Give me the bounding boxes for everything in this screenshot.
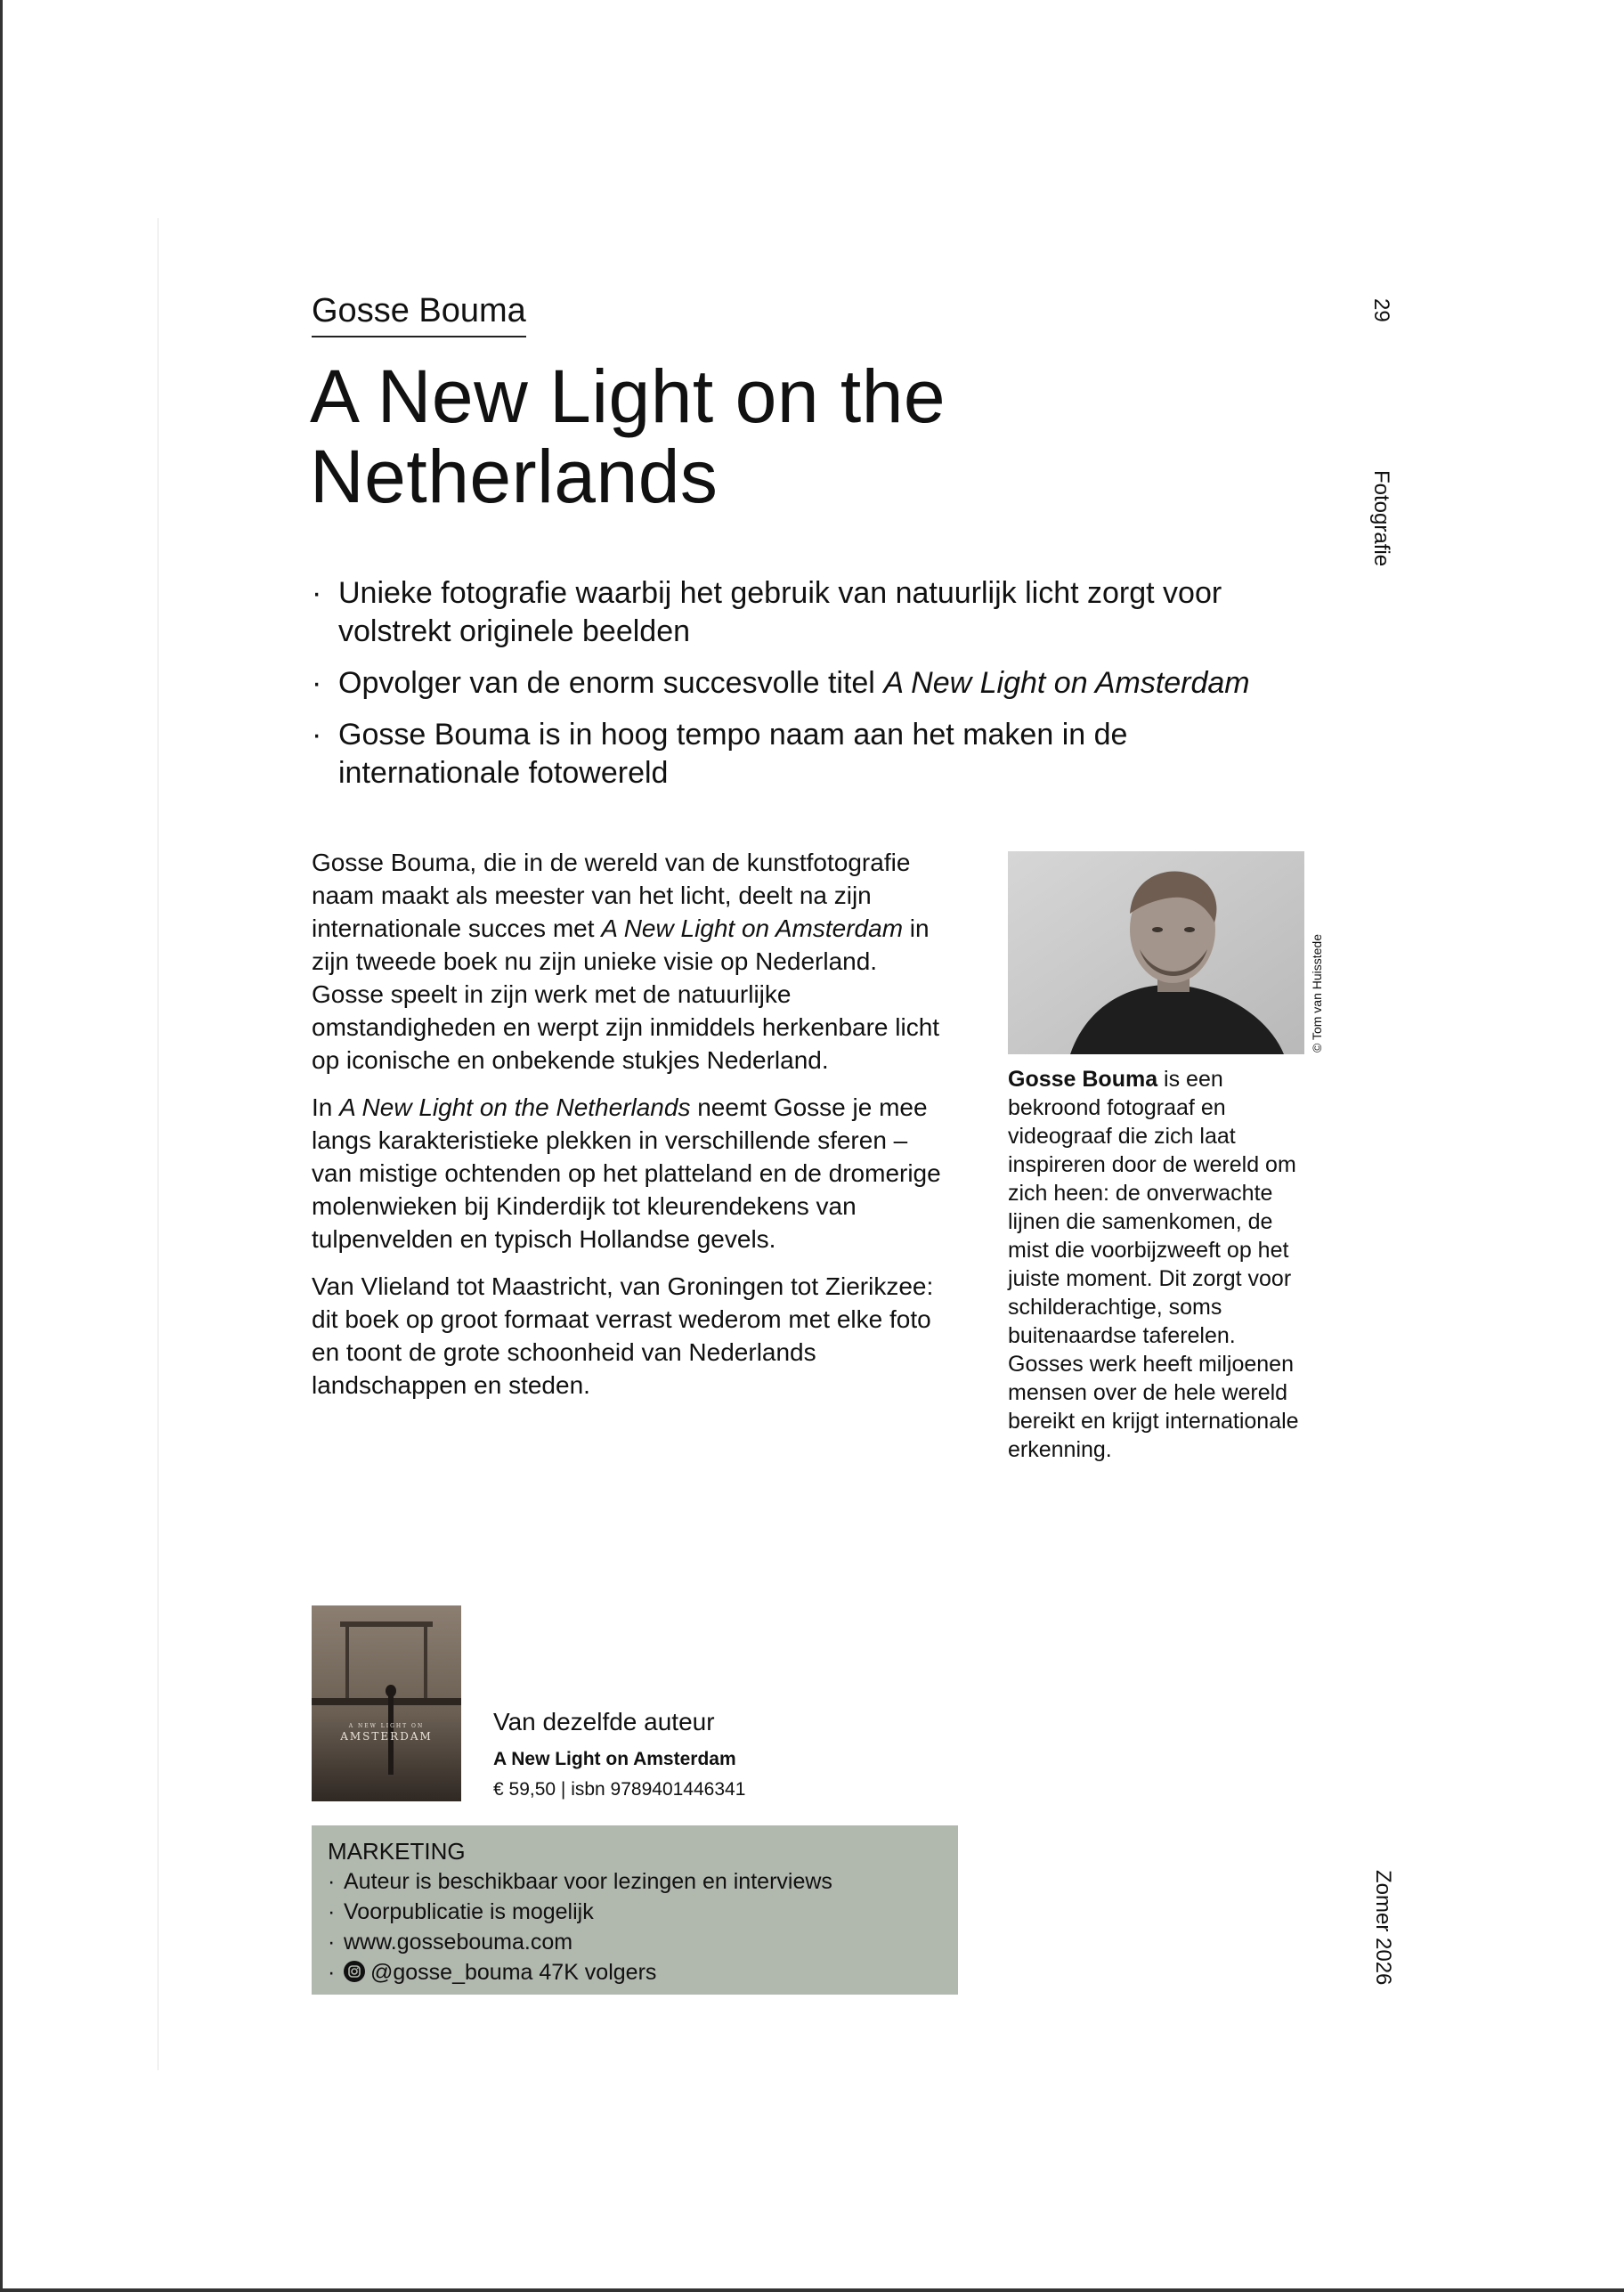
author-name: Gosse Bouma xyxy=(312,289,526,337)
description-paragraph xyxy=(312,1091,953,1256)
marketing-item xyxy=(328,1957,942,1987)
page-number: 29 xyxy=(1369,298,1393,322)
same-author-book-title: A New Light on Amsterdam xyxy=(493,1749,736,1769)
same-author-heading: Van dezelfde auteur xyxy=(493,1708,715,1735)
bio-text: is een bekroond fotograaf en videograaf die zich laat inspireren door de wereld om zich heen: de onverwachte lijnen die samenkomen, de mist die voorbijzweeft op het juiste moment. Dit zorgt voor schilderachtige, soms buitenaardse taferelen. Gosses werk heeft miljoenen mensen over de hele wereld bereikt en krijgt internationale erkenning. xyxy=(1008,1067,1299,1462)
description xyxy=(312,846,953,1416)
description-paragraph: Van Vlieland tot Maastricht, van Groningen tot Zierikzee: dit boek op groot formaat verrast wederom met elke foto en toont de grote schoonheid van Nederlands landschappen en steden. xyxy=(312,1272,934,1399)
marketing-item: · Auteur is beschikbaar voor lezingen en interviews xyxy=(328,1866,942,1897)
marketing-heading: MARKETING xyxy=(328,1838,466,1865)
book-cover xyxy=(312,1605,461,1801)
paragraph-text: Gosse Bouma, die in de wereld van de kunstfotografie naam maakt als meester van het licht, deelt na zijn internationale succes met xyxy=(312,849,911,942)
photo-credit: © Tom van Huisstede xyxy=(1310,933,1324,1053)
cover-title xyxy=(312,1723,461,1743)
book-title-ref: A New Light on the Netherlands xyxy=(339,1093,691,1121)
paragraph-text: in zijn tweede boek nu zijn unieke visie op Nederland. Gosse speelt in zijn werk met de natuurlijke omstandigheden en werpt zijn inmiddels herkenbare licht op iconische en onbekende stukjes Nederland. xyxy=(312,914,940,1074)
book-title: A New Light on the Netherlands xyxy=(310,354,946,518)
paragraph-text: In xyxy=(312,1093,340,1121)
category-label: Fotografie xyxy=(1369,470,1393,567)
description-paragraph xyxy=(312,846,953,1077)
book-cover-image xyxy=(312,1605,461,1801)
selling-point xyxy=(312,664,1309,703)
bio-author-name: Gosse Bouma xyxy=(1008,1067,1158,1092)
marketing-item: · Voorpublicatie is mogelijk xyxy=(328,1897,942,1927)
selling-point xyxy=(312,574,1309,651)
page-frame-left xyxy=(0,0,3,2292)
season-label: Zomer 2026 xyxy=(1371,1870,1395,1986)
instagram-icon xyxy=(344,1961,365,1982)
cover-subtitle: A NEW LIGHT ON xyxy=(348,1723,425,1729)
marketing-list xyxy=(328,1866,942,1987)
paragraph-text: neemt Gosse je mee langs karakteristieke plekken in verschillende sferen – van mistige ochtenden op het platteland en de dromerige molenwieken bij Kinderdijk tot kleurendekens van tulpenvelden en typisch Hollandse gevels. xyxy=(312,1093,941,1253)
selling-point-text: Gosse Bouma is in hoog tempo naam aan het maken in de internationale fotowereld xyxy=(338,718,1128,790)
instagram-handle: @gosse_bouma 47K volgers xyxy=(370,1960,657,1985)
page-frame-bottom xyxy=(0,2288,1624,2292)
author-photo xyxy=(1008,851,1304,1054)
cover-main-title: AMSTERDAM xyxy=(340,1730,433,1743)
selling-point-text: Unieke fotografie waarbij het gebruik van natuurlijk licht zorgt voor volstrekt originele beelden xyxy=(338,576,1222,648)
selling-points xyxy=(312,574,1309,806)
author-portrait-image xyxy=(1008,851,1304,1054)
marketing-item: · www.gossebouma.com xyxy=(328,1927,942,1957)
selling-point-book-title: A New Light on Amsterdam xyxy=(883,666,1250,700)
selling-point-text: Opvolger van de enorm succesvolle titel xyxy=(338,666,884,700)
same-author-price-isbn: € 59,50 | isbn 9789401446341 xyxy=(493,1779,746,1800)
author-bio xyxy=(1008,1065,1311,1464)
selling-point xyxy=(312,716,1309,792)
book-title-ref: A New Light on Amsterdam xyxy=(601,914,904,942)
marketing-box xyxy=(312,1825,958,1995)
